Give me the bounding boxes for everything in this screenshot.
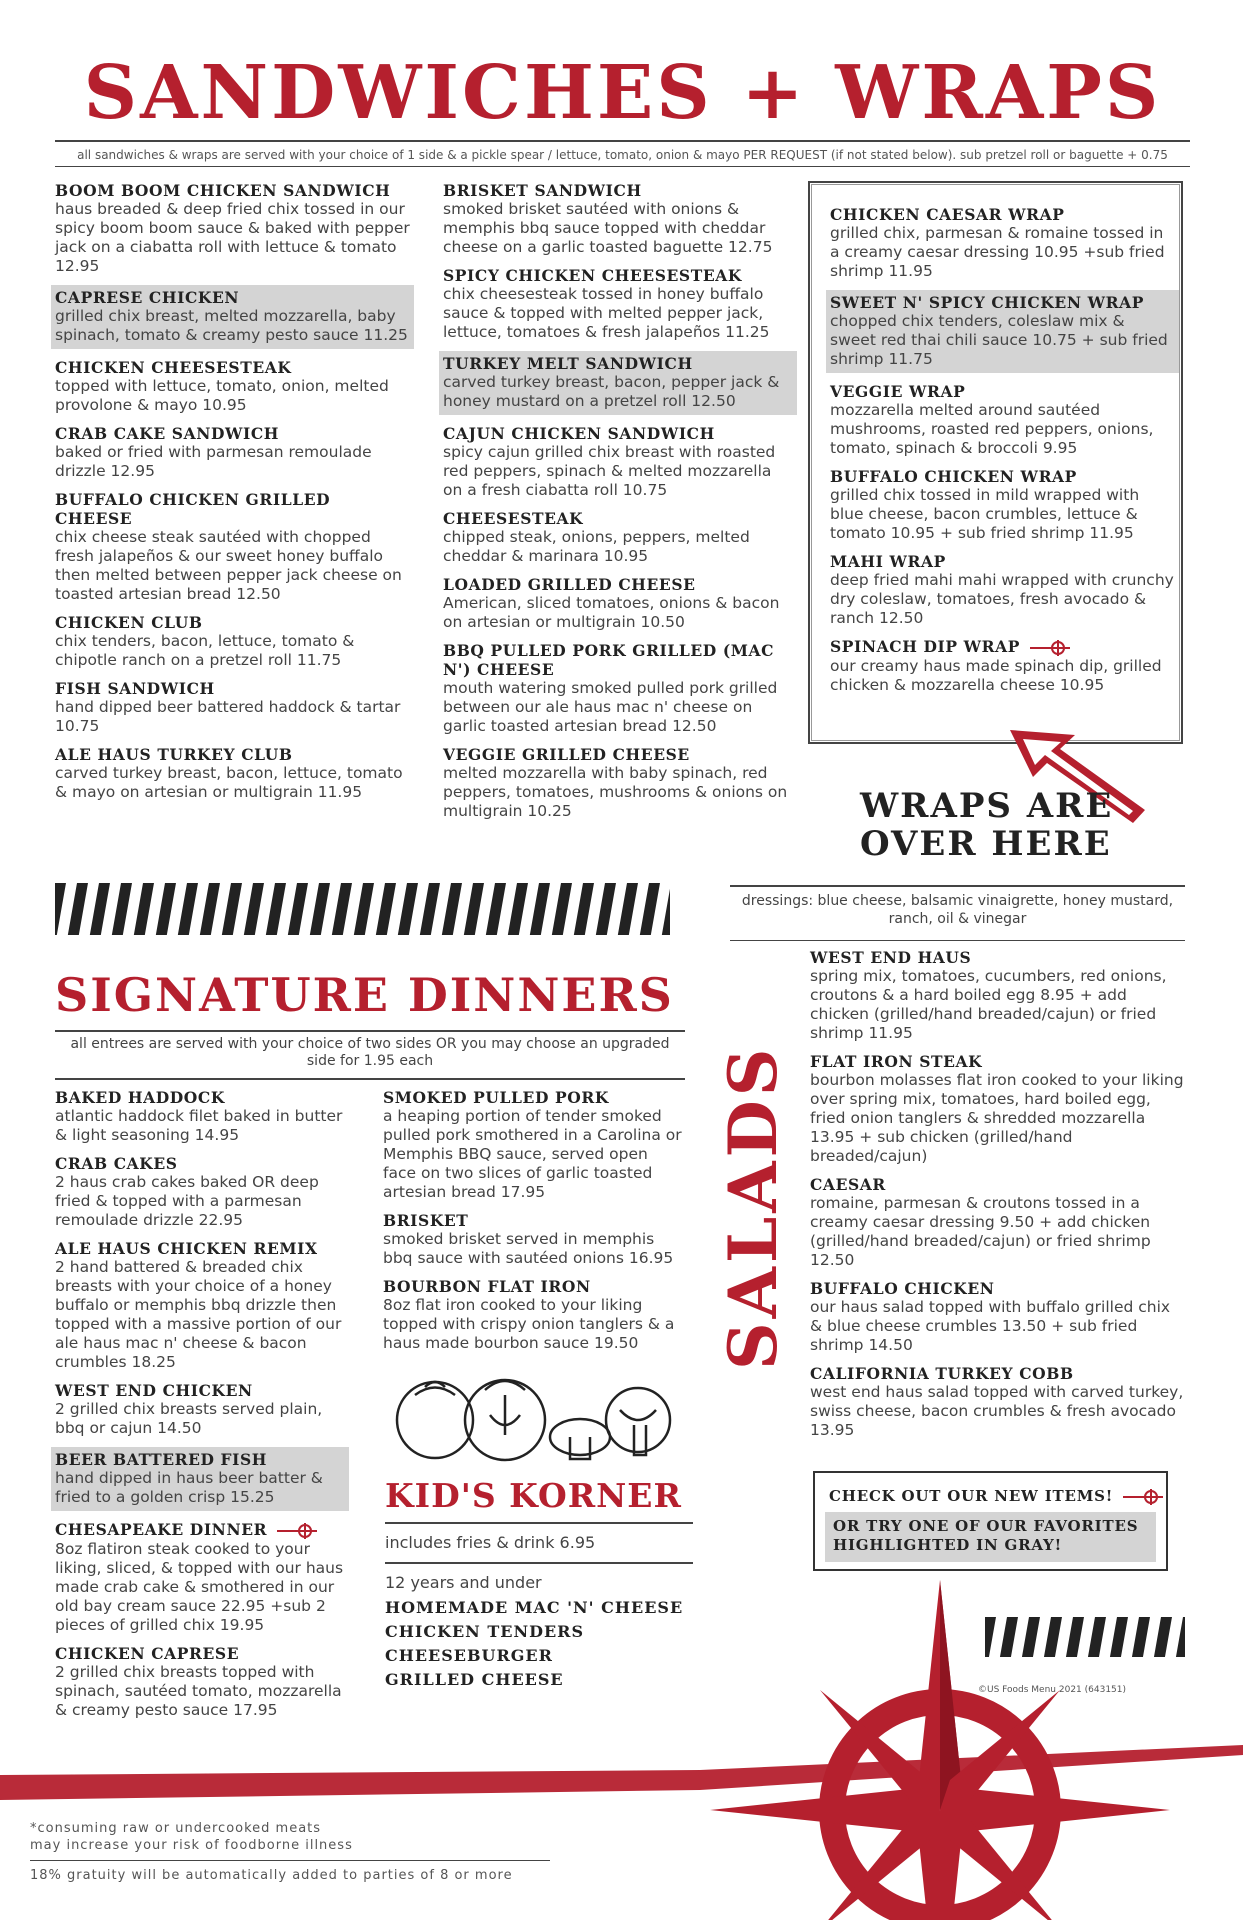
salads-rule-bottom: [730, 940, 1185, 941]
signature-rule-bottom: [55, 1078, 685, 1080]
item-desc: chopped chix tenders, coleslaw mix & sweet red thai chili sauce 10.75 + sub fried shrimp 11.75: [830, 312, 1168, 368]
item-desc: 2 hand battered & breaded chix breasts with your choice of a honey buffalo or memphis bbq drizzle then topped with a massive portion of our ale haus mac n' cheese & bacon crumbles 18.25: [55, 1258, 342, 1371]
item-desc: hand dipped beer battered haddock & tartar 10.75: [55, 698, 401, 735]
page-title: SANDWICHES + WRAPS: [83, 50, 1162, 136]
menu-item: [830, 467, 1175, 543]
new-item-target-icon: [277, 1522, 317, 1540]
legend-favorites-line1: OR TRY ONE OF OUR FAVORITES: [833, 1517, 1139, 1535]
menu-item-highlighted: [439, 351, 797, 415]
menu-item: [443, 424, 793, 500]
item-name: CHICKEN CHEESESTEAK: [55, 358, 292, 377]
item-name: VEGGIE GRILLED CHEESE: [443, 745, 690, 764]
menu-item: [55, 1088, 345, 1145]
item-name: BOURBON FLAT IRON: [383, 1277, 591, 1296]
item-name: SPICY CHICKEN CHEESESTEAK: [443, 266, 742, 285]
item-desc: carved turkey breast, bacon, lettuce, tomato & mayo on artesian or multigrain 11.95: [55, 764, 403, 801]
menu-item: [443, 575, 793, 632]
item-desc: chix cheese steak sautéed with chopped fresh jalapeños & our sweet honey buffalo then melted between pepper jack cheese on toasted artesian bread 12.50: [55, 528, 402, 603]
item-name: BUFFALO CHICKEN GRILLED CHEESE: [55, 490, 331, 528]
item-name: FLAT IRON STEAK: [810, 1052, 983, 1071]
raw-food-warning-line1: *consuming raw or undercooked meats: [30, 1821, 322, 1836]
item-desc: haus breaded & deep fried chix tossed in our spicy boom boom sauce & baked with pepper jack on a ciabatta roll with lettuce & tomato 12.95: [55, 200, 410, 275]
item-desc: romaine, parmesan & croutons tossed in a creamy caesar dressing 9.50 + add chicken (grilled/hand breaded/cajun) or fried shrimp 12.50: [810, 1194, 1151, 1269]
item-desc: 8oz flatiron steak cooked to your liking, sliced, & topped with our haus made crab cake & smothered in our old bay cream sauce 22.95 +sub 2 pieces of grilled chix 19.95: [55, 1540, 344, 1634]
legend-favorites-line2: HIGHLIGHTED IN GRAY!: [833, 1536, 1062, 1554]
menu-item: [443, 181, 793, 257]
menu-item: [830, 205, 1175, 281]
menu-item: [55, 613, 410, 670]
header-rule-bottom: [55, 166, 1190, 167]
item-desc: a heaping portion of tender smoked pulled pork smothered in a Carolina or Memphis BBQ sauce, served open face on two slices of garlic toasted artesian bread 17.95: [383, 1107, 682, 1201]
item-name: BOOM BOOM CHICKEN SANDWICH: [55, 181, 391, 200]
item-desc: 2 grilled chix breasts topped with spinach, sautéed tomato, mozzarella & creamy pesto sauce 17.95: [55, 1663, 342, 1719]
menu-item: [810, 1279, 1185, 1355]
menu-item: [55, 745, 410, 802]
item-desc: deep fried mahi mahi wrapped with crunchy dry coleslaw, tomatoes, fresh avocado & ranch 12.50: [830, 571, 1174, 627]
item-name-row: [830, 637, 1175, 657]
kids-subtitle: includes fries & drink 6.95: [385, 1533, 596, 1552]
item-desc: smoked brisket served in memphis bbq sauce with sautéed onions 16.95: [383, 1230, 674, 1267]
item-desc: grilled chix tossed in mild wrapped with blue cheese, bacon crumbles, lettuce & tomato 10.95 + sub fried shrimp 11.95: [830, 486, 1140, 542]
sandwich-column-2: [443, 181, 793, 830]
item-desc: atlantic haddock filet baked in butter & light seasoning 14.95: [55, 1107, 343, 1144]
salads-title-text: SALADS: [714, 1044, 792, 1370]
item-desc: chix cheesesteak tossed in honey buffalo sauce & topped with melted pepper jack, lettuce, tomatoes & fresh jalapeños 11.25: [443, 285, 770, 341]
menu-item-highlighted: [51, 285, 414, 349]
item-name: CRAB CAKES: [55, 1154, 178, 1173]
item-name: CHICKEN CLUB: [55, 613, 203, 632]
kids-item: CHEESEBURGER: [385, 1646, 553, 1665]
menu-item-highlighted: [51, 1447, 349, 1511]
menu-item: [55, 490, 410, 604]
item-desc: grilled chix breast, melted mozzarella, baby spinach, tomato & creamy pesto sauce 11.25: [55, 307, 408, 344]
item-name: WEST END HAUS: [810, 948, 972, 967]
item-name: CAESAR: [810, 1175, 886, 1194]
item-name: BBQ PULLED PORK GRILLED (MAC N') CHEESE: [443, 641, 775, 679]
item-desc: carved turkey breast, bacon, pepper jack & honey mustard on a pretzel roll 12.50: [443, 373, 780, 410]
legend-new-items: [829, 1487, 1163, 1506]
signature-rule-top: [55, 1030, 685, 1032]
item-name: ALE HAUS TURKEY CLUB: [55, 745, 293, 764]
legend-new-items-text: CHECK OUT OUR NEW ITEMS!: [829, 1487, 1114, 1505]
salads-vertical-title: [714, 960, 792, 1380]
item-name: BAKED HADDOCK: [55, 1088, 225, 1107]
item-desc: our haus salad topped with buffalo grilled chix & blue cheese crumbles 13.50 + sub fried shrimp 14.50: [810, 1298, 1171, 1354]
item-name: TURKEY MELT SANDWICH: [443, 354, 693, 373]
item-desc: mouth watering smoked pulled pork grilled between our ale haus mac n' cheese on garlic toasted artesian bread 12.50: [443, 679, 778, 735]
item-desc: mozzarella melted around sautéed mushrooms, roasted red peppers, onions, tomato, spinach & broccoli 9.95: [830, 401, 1154, 457]
new-item-target-icon: [1030, 639, 1070, 657]
footer-rule: [30, 1860, 550, 1861]
menu-item: [810, 948, 1185, 1043]
menu-item: [383, 1088, 683, 1202]
kids-rule-bottom: [385, 1562, 693, 1564]
menu-item: [383, 1211, 683, 1268]
item-desc: spicy cajun grilled chix breast with roasted red peppers, spinach & melted mozzarella on a fresh ciabatta roll 10.75: [443, 443, 776, 499]
item-desc: chipped steak, onions, peppers, melted cheddar & marinara 10.95: [443, 528, 750, 565]
menu-item: [443, 266, 793, 342]
stripe-bar-right: [985, 1617, 1185, 1657]
salads-dressings: dressings: blue cheese, balsamic vinaigrette, honey mustard, ranch, oil & vinegar: [741, 893, 1174, 927]
new-item-target-icon: [1123, 1488, 1163, 1506]
menu-item: [55, 1154, 345, 1230]
menu-item: [443, 641, 793, 736]
item-name: CRAB CAKE SANDWICH: [55, 424, 280, 443]
menu-item: [383, 1277, 683, 1353]
menu-item-new: [55, 1520, 345, 1635]
menu-item: [55, 679, 410, 736]
copyright: ©US Foods Menu 2021 (643151): [978, 1685, 1127, 1695]
item-name: CAJUN CHICKEN SANDWICH: [443, 424, 715, 443]
kids-item: CHICKEN TENDERS: [385, 1622, 585, 1641]
signature-column-2: [383, 1088, 683, 1362]
menu-item: [810, 1175, 1185, 1270]
salads-rule-top: [730, 885, 1185, 887]
kids-item: HOMEMADE MAC 'N' CHEESE: [385, 1598, 684, 1617]
menu-item: [55, 1239, 345, 1372]
item-name: CHICKEN CAPRESE: [55, 1644, 240, 1663]
item-name: FISH SANDWICH: [55, 679, 215, 698]
item-desc: hand dipped in haus beer batter & fried to a golden crisp 15.25: [55, 1469, 323, 1506]
item-name: BUFFALO CHICKEN WRAP: [830, 467, 1077, 486]
header-rule-top: [55, 140, 1190, 142]
menu-item: [830, 552, 1175, 628]
item-desc: 2 grilled chix breasts served plain, bbq or cajun 14.50: [55, 1400, 323, 1437]
item-name: CHEESESTEAK: [443, 509, 584, 528]
item-name: WEST END CHICKEN: [55, 1381, 253, 1400]
item-name: VEGGIE WRAP: [830, 382, 966, 401]
item-desc: smoked brisket sautéed with onions & memphis bbq sauce topped with cheddar cheese on a garlic toasted baguette 12.75: [443, 200, 773, 256]
item-desc: spring mix, tomatoes, cucumbers, red onions, croutons & a hard boiled egg 8.95 + add chicken (grilled/hand breaded/cajun) or fried shrimp 11.95: [810, 967, 1167, 1042]
wraps-callout: [860, 787, 1160, 863]
item-name: SMOKED PULLED PORK: [383, 1088, 609, 1107]
stripe-bar-left: [55, 883, 670, 935]
item-desc: west end haus salad topped with carved turkey, swiss cheese, bacon crumbles & fresh avocado 13.95: [810, 1383, 1184, 1439]
item-desc: American, sliced tomatoes, onions & bacon on artesian or multigrain 10.50: [443, 594, 780, 631]
item-name: BRISKET SANDWICH: [443, 181, 642, 200]
item-desc: baked or fried with parmesan remoulade drizzle 12.95: [55, 443, 372, 480]
menu-item: [443, 509, 793, 566]
kids-title: KID'S KORNER: [385, 1476, 682, 1515]
menu-item: [55, 358, 410, 415]
item-name: MAHI WRAP: [830, 552, 946, 571]
signature-column-1: [55, 1088, 345, 1729]
item-desc: bourbon molasses flat iron cooked to your liking over spring mix, tomatoes, hard boiled egg, fried onion tanglers & shredded mozzarella 13.95 + sub chicken (grilled/hand breaded/cajun): [810, 1071, 1184, 1165]
gratuity-note: 18% gratuity will be automatically added to parties of 8 or more: [30, 1868, 513, 1883]
menu-item: [810, 1364, 1185, 1440]
kids-rule-top: [385, 1522, 693, 1524]
item-name: LOADED GRILLED CHEESE: [443, 575, 696, 594]
item-name: SWEET N' SPICY CHICKEN WRAP: [830, 293, 1144, 312]
menu-item: [55, 181, 410, 276]
item-name: ALE HAUS CHICKEN REMIX: [55, 1239, 318, 1258]
menu-item-highlighted: [826, 290, 1179, 373]
kids-item: GRILLED CHEESE: [385, 1670, 564, 1689]
item-desc: melted mozzarella with baby spinach, red peppers, tomatoes, mushrooms & onions on multigrain 10.25: [443, 764, 788, 820]
signature-title: SIGNATURE DINNERS: [55, 968, 674, 1022]
menu-item: [810, 1052, 1185, 1166]
menu-item: [55, 424, 410, 481]
item-desc: our creamy haus made spinach dip, grilled chicken & mozzarella cheese 10.95: [830, 657, 1162, 694]
menu-item: [55, 1381, 345, 1438]
item-desc: 8oz flat iron cooked to your liking topped with crispy onion tanglers & a haus made bourbon sauce 19.50: [383, 1296, 675, 1352]
item-name: CHESAPEAKE DINNER: [55, 1520, 268, 1539]
item-desc: grilled chix, parmesan & romaine tossed in a creamy caesar dressing 10.95 +sub fried shrimp 11.95: [830, 224, 1165, 280]
menu-item: [443, 745, 793, 821]
item-desc: topped with lettuce, tomato, onion, melted provolone & mayo 10.95: [55, 377, 389, 414]
menu-item: [55, 1644, 345, 1720]
kids-age-note: 12 years and under: [385, 1573, 542, 1592]
vegetables-illustration: [390, 1365, 680, 1465]
menu-item-new: [830, 637, 1175, 695]
item-name: CHICKEN CAESAR WRAP: [830, 205, 1065, 224]
kids-item-list: [385, 1596, 683, 1692]
item-name: BEER BATTERED FISH: [55, 1450, 268, 1469]
salads-column: [810, 948, 1185, 1449]
raw-food-warning: [30, 1820, 353, 1854]
sandwich-column-1: [55, 181, 410, 811]
item-desc: chix tenders, bacon, lettuce, tomato & chipotle ranch on a pretzel roll 11.75: [55, 632, 355, 669]
item-name: BRISKET: [383, 1211, 469, 1230]
item-name: CALIFORNIA TURKEY COBB: [810, 1364, 1074, 1383]
header-note: all sandwiches & wraps are served with your choice of 1 side & a pickle spear / lettuce, tomato, onion & mayo PER REQUEST (if not stated below). sub pretzel roll or baguette + 0.75: [77, 148, 1168, 162]
item-name: SPINACH DIP WRAP: [830, 637, 1020, 656]
wraps-callout-line2: OVER HERE: [860, 824, 1112, 864]
legend-box: [813, 1471, 1168, 1571]
wraps-callout-line1: WRAPS ARE: [860, 786, 1114, 826]
item-name-row: [55, 1520, 345, 1540]
wraps-column: [830, 205, 1175, 704]
item-name: CAPRESE CHICKEN: [55, 288, 240, 307]
raw-food-warning-line2: may increase your risk of foodborne illness: [30, 1838, 353, 1853]
menu-item: [830, 382, 1175, 458]
legend-favorites: [825, 1512, 1156, 1562]
item-name: BUFFALO CHICKEN: [810, 1279, 995, 1298]
signature-note: all entrees are served with your choice of two sides OR you may choose an upgraded side for 1.95 each: [70, 1036, 670, 1069]
item-desc: 2 haus crab cakes baked OR deep fried & topped with a parmesan remoulade drizzle 22.95: [55, 1173, 319, 1229]
